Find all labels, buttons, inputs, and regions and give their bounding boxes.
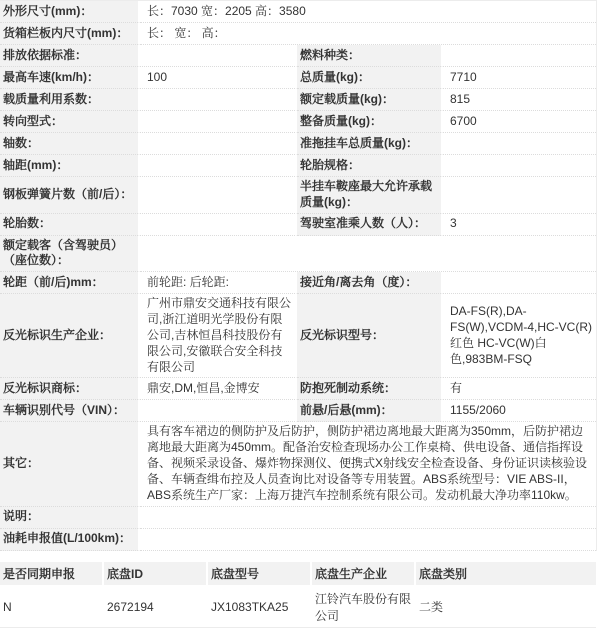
chassis-header-id: 底盘ID: [104, 562, 208, 587]
spec-label: 额定载客（含驾驶员）（座位数）：: [0, 236, 140, 273]
spec-label: 外形尺寸(mm)：: [0, 1, 140, 23]
spec-label: 接近角/离去角（度）：: [297, 272, 443, 294]
spec-value: 100: [140, 67, 297, 89]
spec-label: 半挂车鞍座最大允许承载质量(kg)：: [297, 177, 443, 214]
chassis-model: JX1083TKA25: [208, 587, 312, 628]
chassis-header-same-period: 是否同期申报: [0, 562, 104, 587]
spec-label: 准拖挂车总质量(kg)：: [297, 133, 443, 155]
spec-value: [140, 400, 297, 422]
spec-label: 反光标识生产企业：: [0, 294, 140, 378]
spec-value: 有: [443, 378, 596, 400]
spec-value: 长：7030 宽：2205 高：3580: [140, 1, 596, 23]
spec-value: 前轮距: 后轮距:: [140, 272, 297, 294]
spec-row: [0, 400, 596, 422]
spec-row: [0, 1, 596, 23]
spec-label: 驾驶室准乘人数（人）：: [297, 214, 443, 236]
spec-value: [140, 507, 596, 529]
spec-label: 燃料种类：: [297, 45, 443, 67]
spec-value: 广州市鼎安交通科技有限公司,浙江道明光学股份有限公司,吉林恒昌科技股份有限公司,安徽联合安全科技有限公司: [140, 294, 297, 378]
spec-value: 长： 宽： 高：: [140, 23, 596, 45]
chassis-id: 2672194: [104, 587, 208, 628]
spec-value: [140, 133, 297, 155]
spec-label: 轮胎规格：: [297, 155, 443, 177]
spec-label: 轮距（前/后)mm：: [0, 272, 140, 294]
spec-value: [140, 177, 297, 214]
spec-value: 7710: [443, 67, 596, 89]
spec-row: [0, 67, 596, 89]
spec-row: [0, 89, 596, 111]
spec-value: [140, 45, 297, 67]
spec-label: 整备质量(kg)：: [297, 111, 443, 133]
spec-label: 轴距(mm)：: [0, 155, 140, 177]
spec-value: 1155/2060: [443, 400, 596, 422]
spec-label: 说明：: [0, 507, 140, 529]
spec-value: 6700: [443, 111, 596, 133]
spec-label: 其它：: [0, 422, 140, 506]
spec-label: 轮胎数：: [0, 214, 140, 236]
spec-value: [140, 89, 297, 111]
chassis-category: 二类: [416, 587, 596, 628]
chassis-same-period: N: [0, 587, 104, 628]
spec-label: 总质量(kg)：: [297, 67, 443, 89]
spec-label: 车辆识别代号（VIN）：: [0, 400, 140, 422]
spec-value: [443, 133, 596, 155]
spec-row: [0, 272, 596, 294]
spec-value: [443, 177, 596, 214]
spec-value: [443, 155, 596, 177]
spec-row: [0, 422, 596, 506]
spec-row: [0, 177, 596, 214]
spec-value: [140, 529, 596, 551]
spec-label: 排放依据标准：: [0, 45, 140, 67]
spec-value: [140, 236, 596, 273]
spec-label: 货箱栏板内尺寸(mm)：: [0, 23, 140, 45]
spec-row: [0, 507, 596, 529]
spec-label: 反光标识型号：: [297, 294, 443, 378]
spec-value: [443, 272, 596, 294]
spec-value: 815: [443, 89, 596, 111]
spec-row: [0, 378, 596, 400]
chassis-table: [0, 562, 596, 628]
spec-value: DA-FS(R),DA-FS(W),VCDM-4,HC-VC(R)红色 HC-VC(W)白色,983BM-FSQ: [443, 294, 596, 378]
spec-row: [0, 111, 596, 133]
spec-value: [140, 214, 297, 236]
spec-row: [0, 155, 596, 177]
spec-label: 油耗申报值(L/100km)：: [0, 529, 140, 551]
spec-value: 鼎安,DM,恒昌,金博安: [140, 378, 297, 400]
spec-row: [0, 214, 596, 236]
spec-row: [0, 45, 596, 67]
spec-label: 额定载质量(kg)：: [297, 89, 443, 111]
spec-label: 最高车速(km/h)：: [0, 67, 140, 89]
spec-label: 轴数：: [0, 133, 140, 155]
spec-row: [0, 133, 596, 155]
spec-label: 载质量利用系数：: [0, 89, 140, 111]
spec-label: 反光标识商标：: [0, 378, 140, 400]
chassis-data-row: [0, 587, 596, 628]
spec-row: [0, 294, 596, 378]
spec-label: 防抱死制动系统：: [297, 378, 443, 400]
spec-row: [0, 236, 596, 273]
spec-row: [0, 529, 596, 551]
spec-value: 具有客车裙边的侧防护及后防护，侧防护裙边离地最大距离为350mm，后防护裙边离地最大距离为450mm。配备治安检查现场办公工作桌椅、供电设备、通信指挥设备、视频采录设备、爆炸物探测仪、便携式X射线安全检查设备、身份证识读核验设备、车辆查缉布控及人员查询比对设备等专用装置。ABS系统型号：VIE ABS-II，ABS系统生产厂家：上海万捷汽车控制系统有限公司。发动机最大净功率110kw。: [140, 422, 596, 506]
spec-value: 3: [443, 214, 596, 236]
chassis-header-manufacturer: 底盘生产企业: [312, 562, 416, 587]
spec-row: [0, 23, 596, 45]
spec-value: [140, 111, 297, 133]
chassis-manufacturer: 江铃汽车股份有限公司: [312, 587, 416, 628]
chassis-header-model: 底盘型号: [208, 562, 312, 587]
spec-label: 转向型式：: [0, 111, 140, 133]
chassis-header-category: 底盘类别: [416, 562, 596, 587]
spec-value: [140, 155, 297, 177]
spec-label: 钢板弹簧片数（前/后）：: [0, 177, 140, 214]
spec-value: [443, 45, 596, 67]
chassis-header-row: [0, 562, 596, 587]
spec-label: 前悬/后悬(mm)：: [297, 400, 443, 422]
